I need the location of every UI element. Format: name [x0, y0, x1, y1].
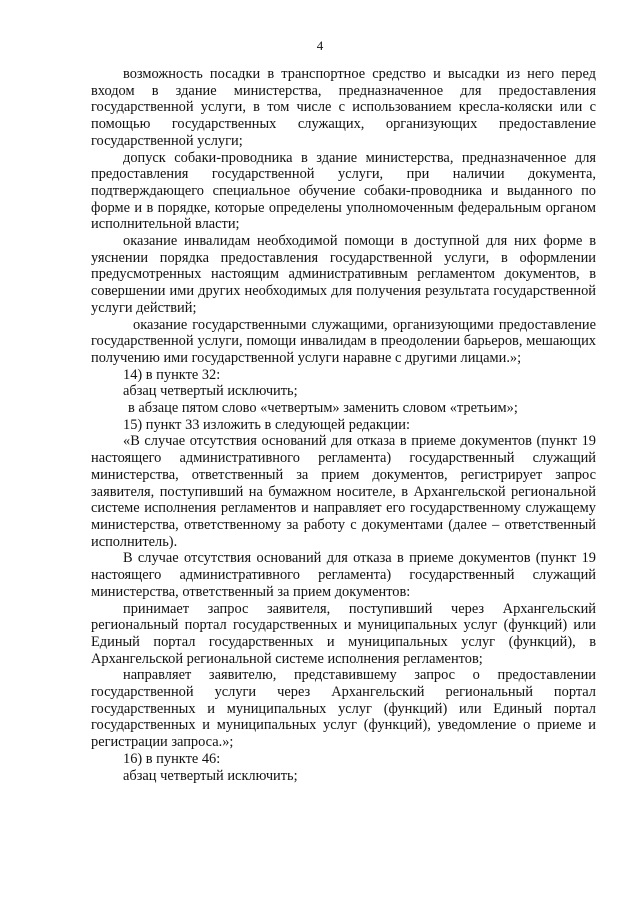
paragraph: «В случае отсутствия оснований для отказа в приеме документов (пункт 19 настоящего административного регламента) государственный служащий министерства, ответственный за прием документов, регистрирует запрос заявителя, поступивший на бумажном носителе, в Архангельской региональной системе исполнения регламентов и направляет его государственному служащему министерства, ответственному за работу с документами (далее – ответственный исполнитель). — [91, 433, 596, 550]
paragraph: оказание государственными служащими, организующими предоставление государственной услуги, помощи инвалидам в преодолении барьеров, мешающих получению ими государственной услуги наравне с другими лицами.»; — [91, 316, 596, 366]
page-number: 4 — [316, 38, 324, 53]
document-body — [91, 66, 596, 784]
list-item: в абзаце пятом слово «четвертым» заменить словом «третьим»; — [128, 400, 518, 417]
paragraph: направляет заявителю, представившему запрос о предоставлении государственной услуги через Архангельский региональный портал государственных и муниципальных услуг (функций) или Единый портал государственных и муниципальных услуг (функций), уведомление о приеме и регистрации запроса.»; — [91, 667, 596, 751]
list-item: 16) в пункте 46: — [123, 750, 221, 767]
paragraph: В случае отсутствия оснований для отказа в приеме документов (пункт 19 настоящего административного регламента) государственный служащий министерства, ответственный за прием документов: — [91, 550, 596, 600]
paragraph: принимает запрос заявителя, поступивший через Архангельский региональный портал государственных и муниципальных услуг (функций) или Единый портал государственных и муниципальных услуг (функций), в Архангельской региональной системе исполнения регламентов; — [91, 600, 596, 667]
list-item: абзац четвертый исключить; — [123, 383, 298, 400]
paragraph: допуск собаки-проводника в здание министерства, предназначенное для предоставления государственной услуги, при наличии документа, подтверждающего специальное обучение собаки-проводника и выданного по форме и в порядке, которые определены уполномоченным федеральным органом исполнительной власти; — [91, 149, 596, 233]
paragraph: возможность посадки в транспортное средство и высадки из него перед входом в здание министерства, предназначенное для предоставления государственной услуги, в том числе с использованием кресла-коляски или с помощью государственных служащих, организующих предоставление государственной услуги; — [91, 66, 596, 149]
list-item: 15) пункт 33 изложить в следующей редакции: — [123, 416, 410, 433]
list-item: абзац четвертый исключить; — [123, 767, 298, 784]
paragraph: оказание инвалидам необходимой помощи в доступной для них форме в уяснении порядка предоставления государственной услуги, в оформлении предусмотренных настоящим административным регламентом документов, в совершении ими других необходимых для получения результата государственной услуги действий; — [91, 233, 596, 316]
list-item: 14) в пункте 32: — [123, 366, 221, 383]
